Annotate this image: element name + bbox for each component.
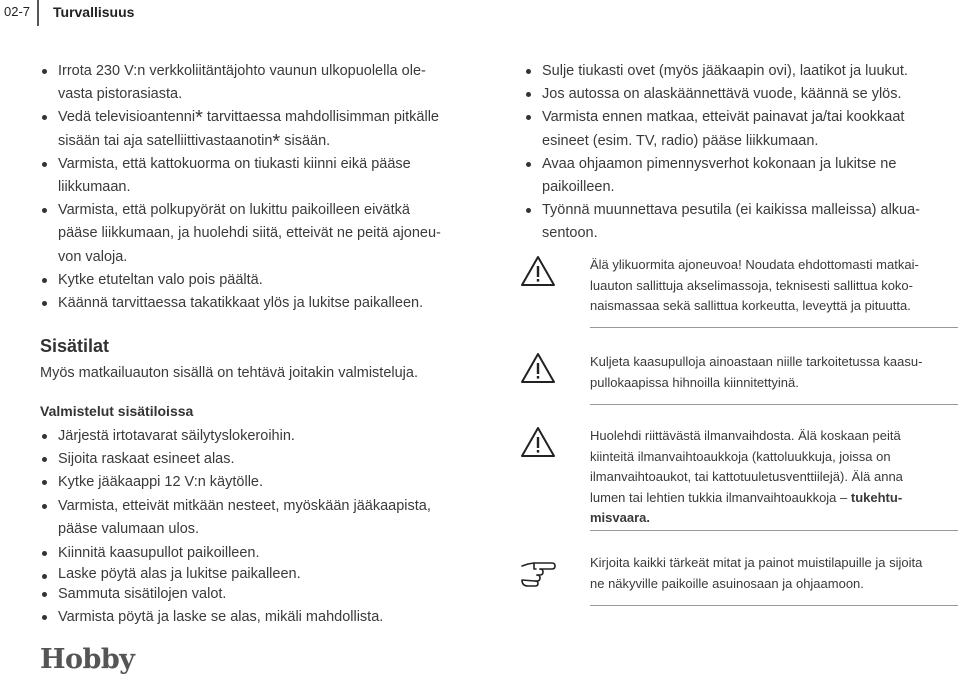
list-item: Kytke etuteltan valo pois päältä. xyxy=(40,269,480,292)
note-divider xyxy=(590,404,958,405)
page-header xyxy=(0,0,960,24)
list-item: Kytke jääkaappi 12 V:n käytölle. xyxy=(40,471,480,494)
list-item: Laske pöytä alas ja lukitse paikalleen. xyxy=(40,565,480,583)
list-item: Vedä televisioantenni* tarvittaessa mahdollisimman pitkälle sisään tai aja satelliittivastaanotin* sisään. xyxy=(40,106,480,152)
note-divider xyxy=(590,605,958,606)
interior-checklist xyxy=(40,425,480,630)
list-item: Varmista pöytä ja laske se alas, mikäli mahdollista. xyxy=(40,606,480,629)
warning-note-overload xyxy=(520,255,956,319)
list-item: Varmista, että kattokuorma on tiukasti kiinni eikä pääse liikkumaan. xyxy=(40,153,480,199)
hobby-logo: Hobby xyxy=(40,644,135,675)
page-title: Turvallisuus xyxy=(53,4,135,20)
list-item: Varmista ennen matkaa, etteivät painavat ja/tai kookkaat esineet (esim. TV, radio) pääse liikkumaan. xyxy=(524,106,956,152)
warning-note-gas xyxy=(520,352,956,396)
list-item: Järjestä irtotavarat säilytyslokeroihin. xyxy=(40,425,480,448)
header-divider xyxy=(37,0,39,26)
page-number: 02-7 xyxy=(4,4,31,19)
note-text: Kirjoita kaikki tärkeät mitat ja painot muistilapuille ja sijoita ne näkyville paikoille asuinosaan ja ohjaamoon. xyxy=(590,555,923,591)
section-title: Sisätilat xyxy=(40,336,110,356)
list-item: Irrota 230 V:n verkkoliitäntäjohto vaunun ulkopuolella ole- vasta pistorasiasta. xyxy=(40,60,480,106)
list-item: Varmista, että polkupyörät on lukittu paikoilleen eivätkä pääse liikkumaan, ja huolehdi siitä, etteivät ne peitä ajoneu- von valoja. xyxy=(40,199,480,269)
list-item: Kiinnitä kaasupullot paikoilleen. xyxy=(40,542,480,565)
note-divider xyxy=(590,530,958,531)
section-intro: Myös matkailuauton sisällä on tehtävä joitakin valmisteluja. xyxy=(40,365,418,381)
list-item: Työnnä muunnettava pesutila (ei kaikissa malleissa) alkua- sentoon. xyxy=(524,199,956,245)
subheading: Valmistelut sisätiloissa xyxy=(40,403,194,419)
note-text: Huolehdi riittävästä ilmanvaihdosta. Älä koskaan peitä kiinteitä ilmanvaihtoaukkoja (kattoluukkuja, joissa on ilmanvaihtoaukot, tai kattotuuletusventtiilejä). Älä anna lumen tai lehtien tukkia ilmanvaihtoaukkoja – tukehtu- misvaara. xyxy=(590,428,903,525)
warning-triangle-icon xyxy=(520,352,556,384)
footnote-star: * xyxy=(272,130,281,153)
list-item: Sammuta sisätilojen valot. xyxy=(40,583,480,606)
warning-note-ventilation xyxy=(520,426,956,526)
list-item: Käännä tarvittaessa takatikkaat ylös ja lukitse paikalleen. xyxy=(40,292,480,315)
warning-triangle-icon xyxy=(520,255,556,287)
warning-triangle-icon xyxy=(520,426,556,458)
list-item: Varmista, etteivät mitkään nesteet, myöskään jääkaapista, pääse valumaan ulos. xyxy=(40,495,480,541)
info-note-measurements xyxy=(520,553,956,597)
list-item: Sulje tiukasti ovet (myös jääkaapin ovi), laatikot ja luukut. xyxy=(524,60,956,83)
vehicle-checklist xyxy=(524,60,956,246)
footnote-star: * xyxy=(195,107,203,130)
note-divider xyxy=(590,327,958,328)
note-text: Kuljeta kaasupulloja ainoastaan niille tarkoitetussa kaasu- pullokaapissa hihnoilla kiinnitettyinä. xyxy=(590,354,923,390)
list-item: Jos autossa on alaskäännettävä vuode, käännä se ylös. xyxy=(524,83,956,106)
exterior-checklist xyxy=(40,60,480,315)
pointing-hand-icon xyxy=(520,555,556,587)
list-item: Sijoita raskaat esineet alas. xyxy=(40,448,480,471)
list-item: Avaa ohjaamon pimennysverhot kokonaan ja lukitse ne paikoilleen. xyxy=(524,153,956,199)
note-text: Älä ylikuormita ajoneuvoa! Noudata ehdottomasti matkai- luauton sallittuja akselimassoja, teknisesti sallittua koko- naismassaa sekä sallittua korkeutta, leveyttä ja pituutta. xyxy=(590,257,919,313)
